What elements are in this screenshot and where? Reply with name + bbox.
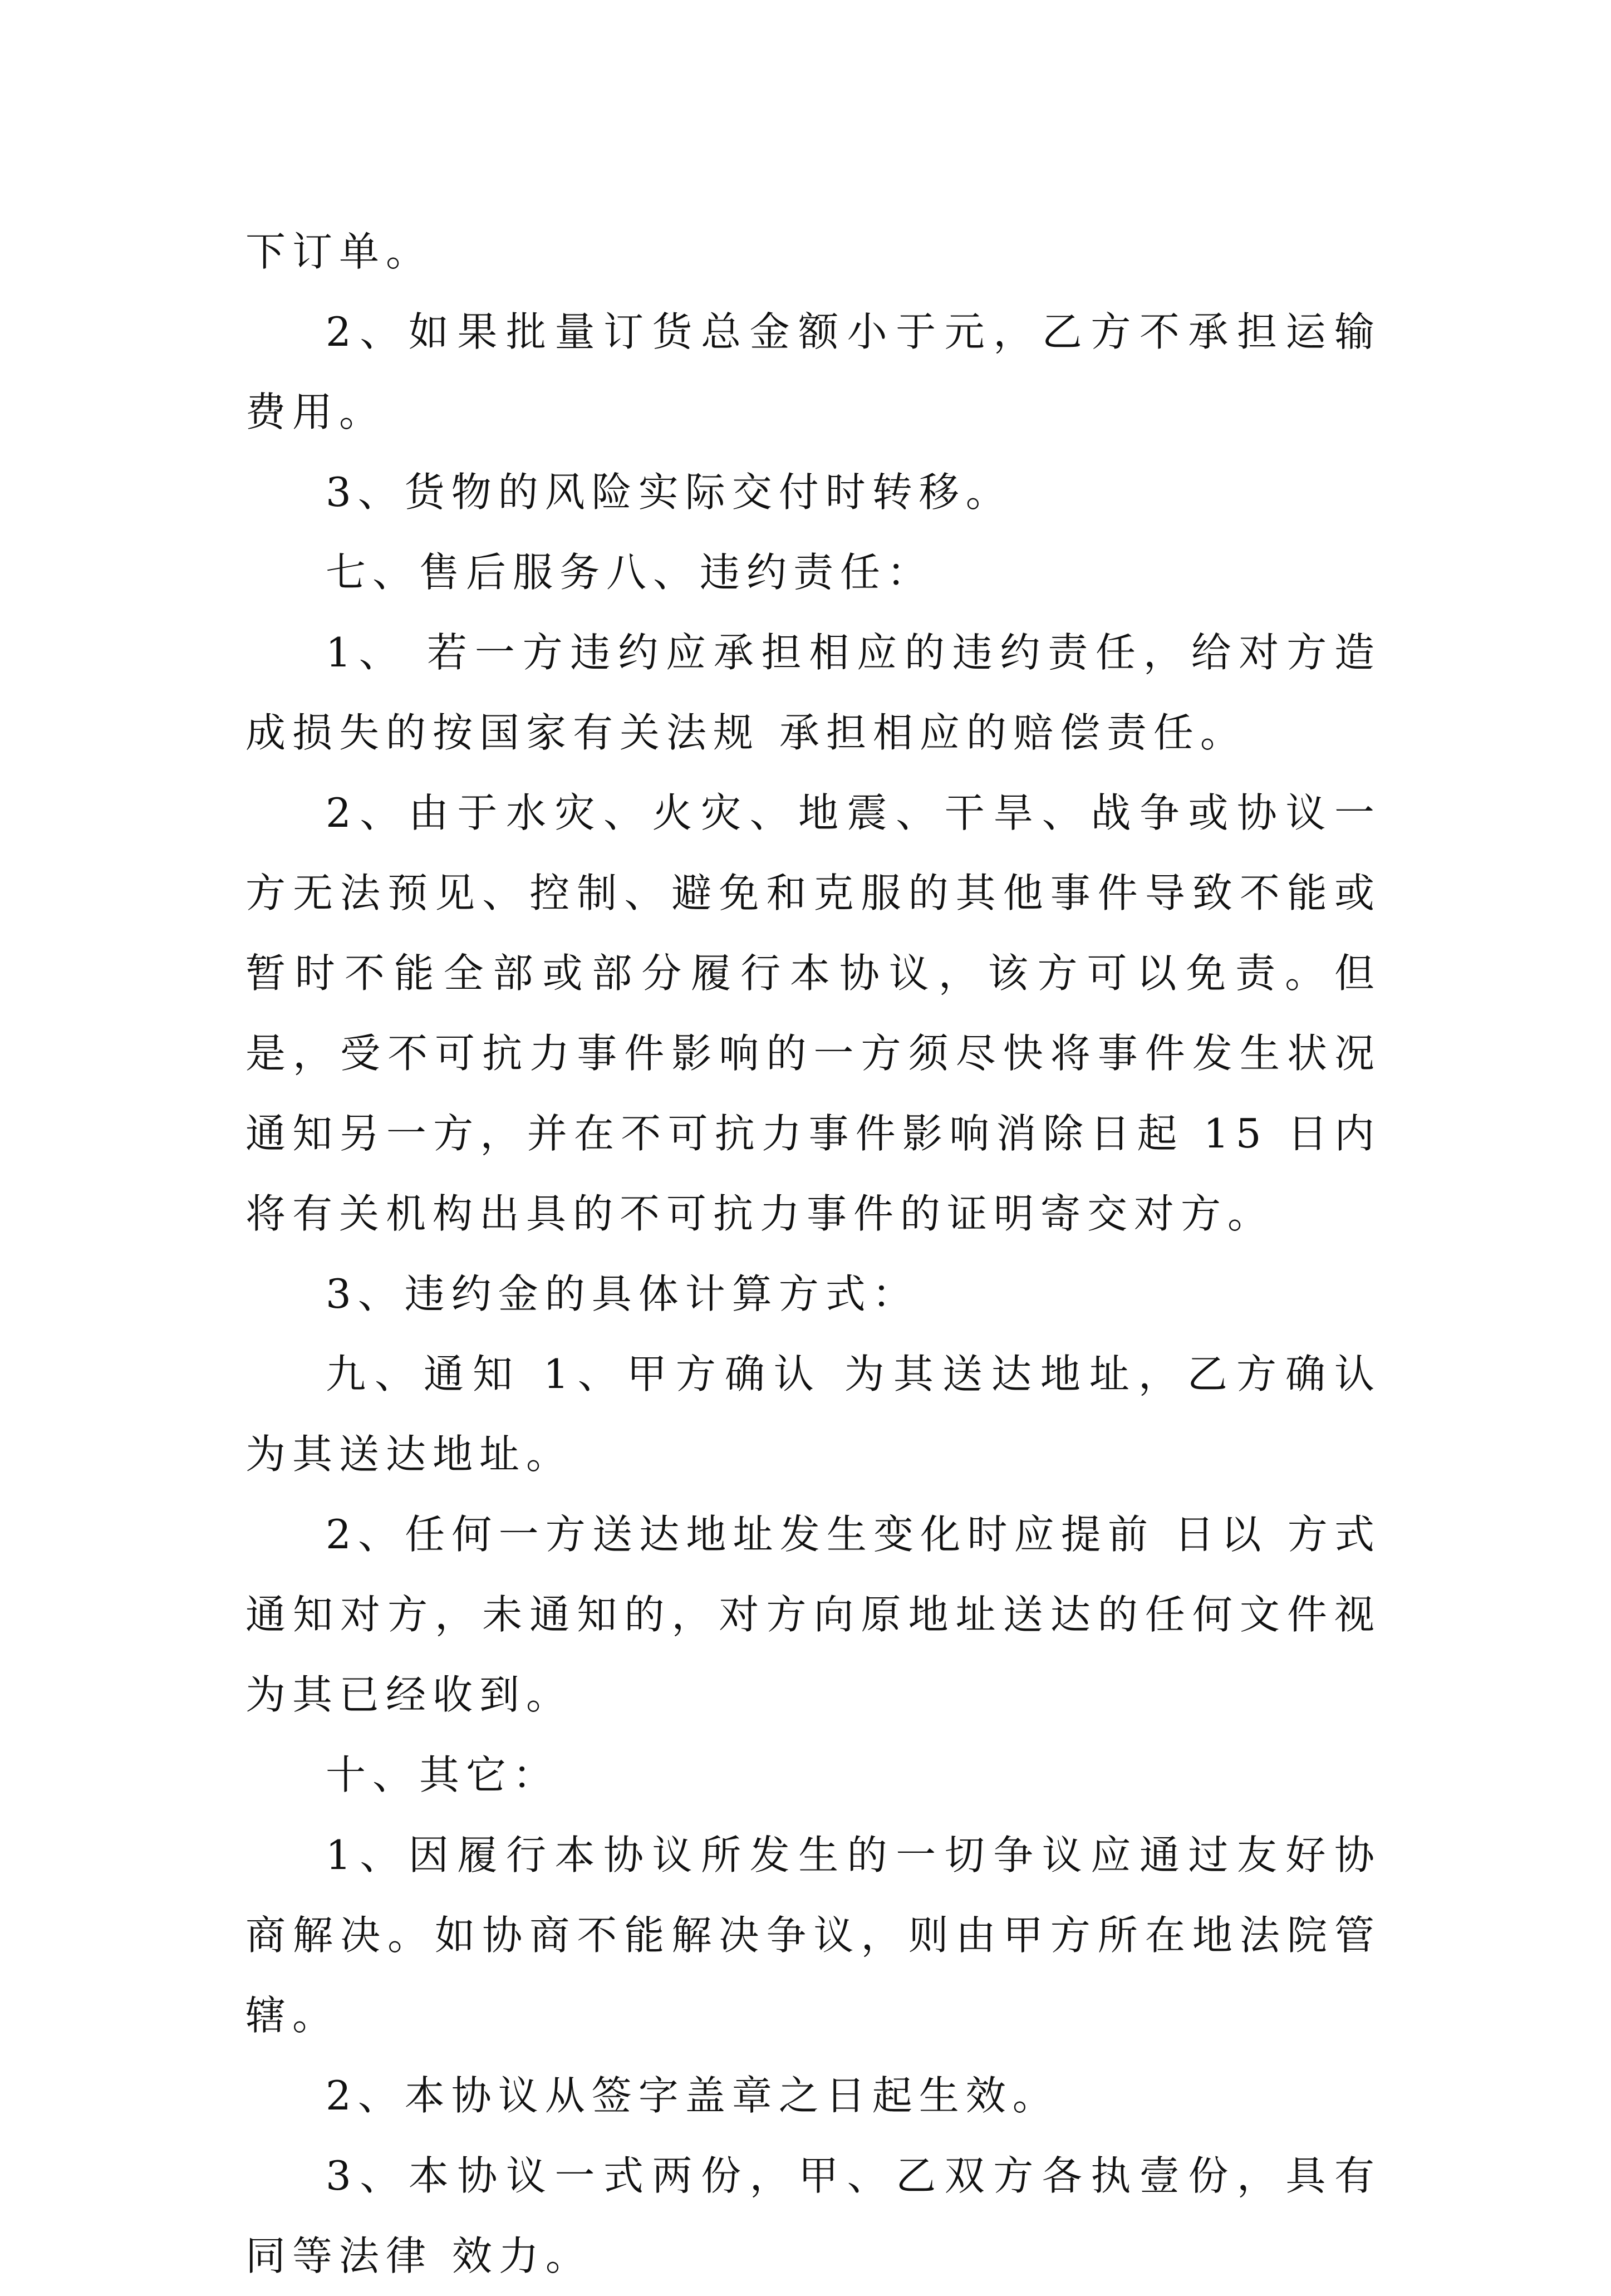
paragraph-copies: 3、本协议一式两份，甲、乙双方各执壹份，具有同等法律 效力。 (245, 2152, 1381, 2279)
paragraph-order-end: 下订单。 (245, 228, 433, 275)
document-body (245, 212, 1381, 2296)
paragraph-effective: 2、本协议从签字盖章之日起生效。 (326, 2072, 1059, 2119)
heading-after-sales-liability: 七、售后服务八、违约责任： (326, 549, 934, 596)
paragraph-penalty-calc: 3、违约金的具体计算方式： (326, 1270, 919, 1317)
paragraph-force-majeure: 2、由于水灾、火灾、地震、干旱、战争或协议一方无法预见、控制、避免和克服的其他事件导致不能或暂时不能全部或部分履行本协议，该方可以免责。但是，受不可抗力事件影响的一方须尽快将事件发生状况通知另一方，并在不可抗力事件影响消除日起 15 日内将有关机构出具的不可抗力事件的证明寄交对方。 (245, 789, 1381, 1237)
paragraph-dispute: 1、因履行本协议所发生的一切争议应通过友好协商解决。如协商不能解决争议，则由甲方所在地法院管辖。 (245, 1832, 1381, 2039)
paragraph-risk-transfer: 3、货物的风险实际交付时转移。 (326, 469, 1013, 516)
paragraph-address-change: 2、任何一方送达地址发生变化时应提前 日以 方式通知对方，未通知的，对方向原地址送达的任何文件视为其已经收到。 (245, 1511, 1381, 1718)
paragraph-shipping-cost: 2、如果批量订货总金额小于元，乙方不承担运输费用。 (245, 308, 1381, 435)
paragraph-liability-1: 1、 若一方违约应承担相应的违约责任，给对方造成损失的按国家有关法规 承担相应的赔偿责任。 (245, 629, 1381, 756)
paragraph-notice-address: 九、通知 1、甲方确认 为其送达地址，乙方确认 为其送达地址。 (245, 1351, 1381, 1478)
heading-other: 十、其它： (326, 1752, 560, 1798)
